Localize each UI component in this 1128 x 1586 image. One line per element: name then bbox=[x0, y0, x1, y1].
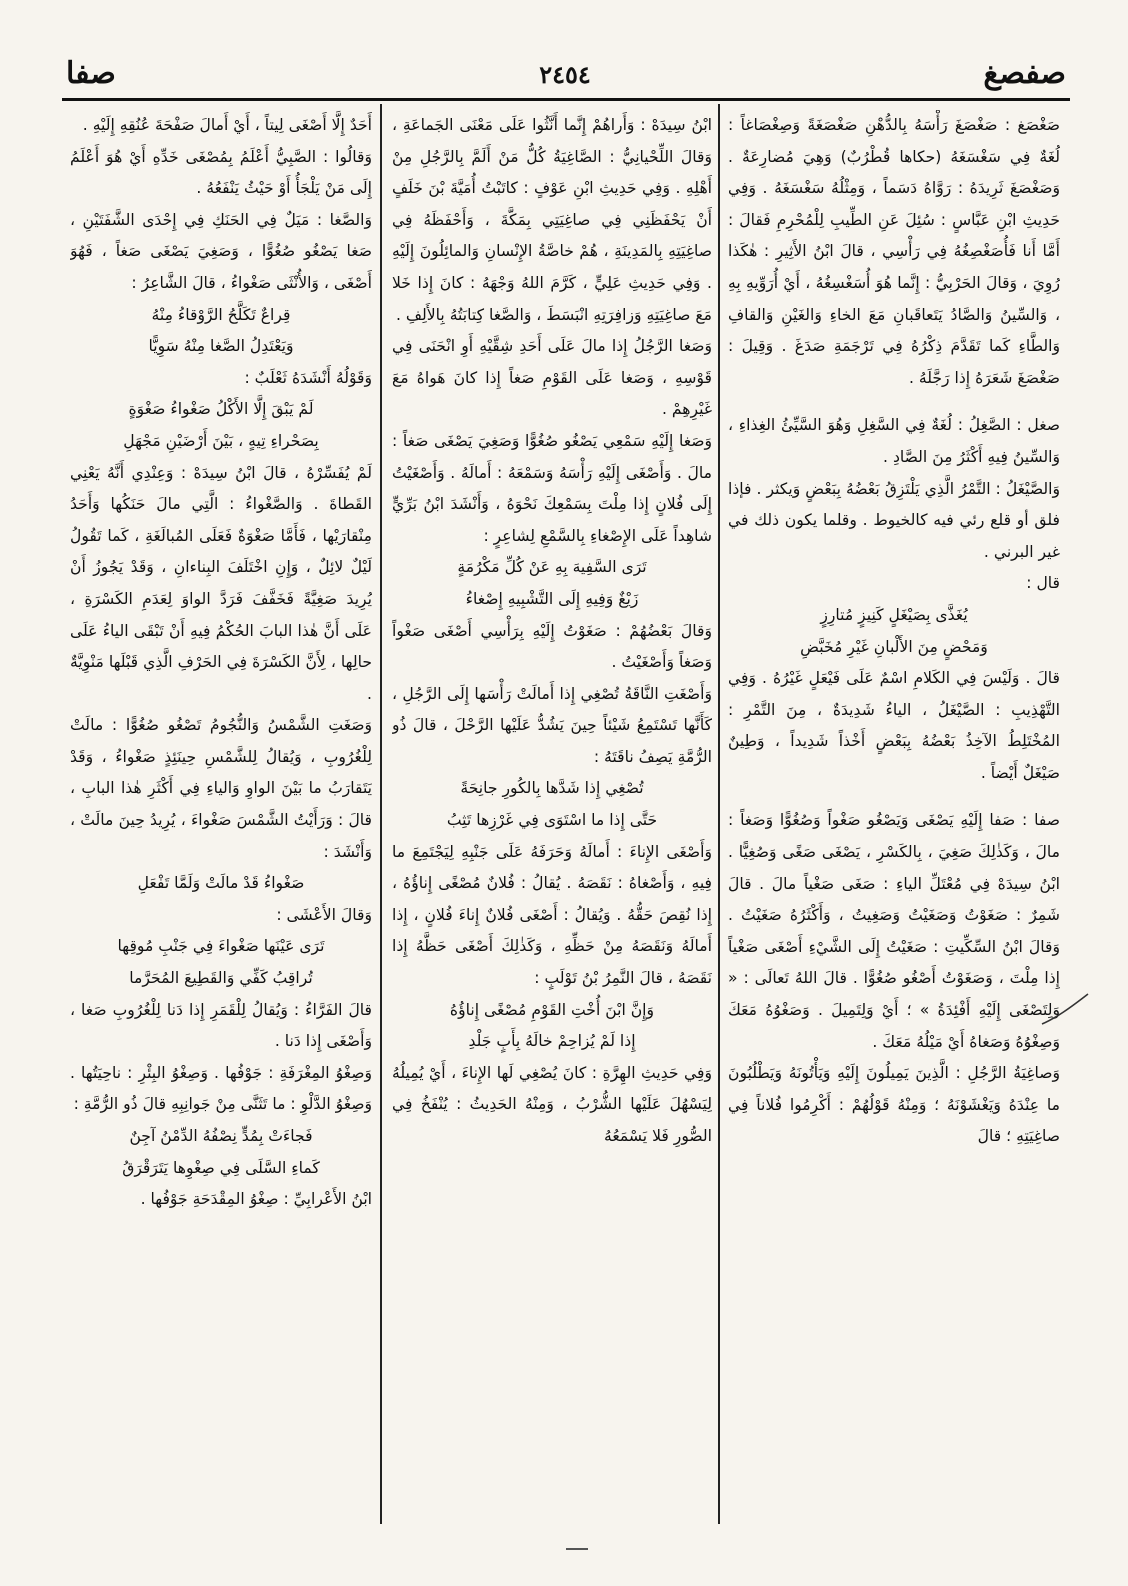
verse-line: تُراقِبُ كَفِّي وَالقَطِيعَ المُحَرَّما bbox=[129, 969, 313, 988]
verse-line: يُغَذَّى بِصَيْغَلٍ كَنِيزٍ مُتارِزٍ bbox=[820, 605, 968, 624]
page-number: ٢٤٥٤ bbox=[539, 60, 591, 89]
paragraph: لَمْ يُفَسِّرْهُ ، قالَ ابْنُ سِيدَهْ : وَعِنْدِي أَنَّهُ يَعْنِي القَطاةَ . وَالصَّغْواءُ : الَّتِي مالَ حَنَكُها وَأَحَدُ مِنْقارَيْها ، فَأَمَّا صَغْوَةٌ فَعَلَى المُبالَغَةِ ، كَما تَقُولُ لَيْلٌ لائِلٌ ، وَإِنِ اخْتَلَفَ البِناءانِ ، وَقَدْ يَجُوزُ أَنْ يُرِيدَ صَغِيَّةً فَخَفَّفَ فَرَدَّ الواوَ لِعَدَمِ الكَسْرَةِ ، عَلَى أَنَّ هٰذا البابَ الحُكْمُ فِيهِ أَنْ تَبْقَى الياءُ عَلَى حالِها ، لِأَنَّ الكَسْرَةَ فِي الحَرْفِ الَّذِي قَبْلَها مَنْوِيَّةٌ . bbox=[70, 463, 372, 703]
paragraph: وَصِغْوُ المِغْرَفَةِ : جَوْفُها . وَصِغْوُ البِئْرِ : ناحِيَتُها . وَصِغْوُ الدَّلْوِ : ما تَثَنَّى مِنْ جَوانِبِهِ قالَ ذُو الرُّمَّةِ : bbox=[70, 1063, 372, 1114]
entry-gap bbox=[728, 789, 1060, 805]
verse-line: لَمْ يَبْقَ إِلَّا الأَكْلُ صَغْواءُ صَغْوَةٍ bbox=[128, 400, 314, 419]
entry-gap bbox=[728, 394, 1060, 410]
verse-line: تَرَى السَّفِيهَ بِهِ عَنْ كُلِّ مَكْرُمَةٍ bbox=[457, 558, 647, 577]
verse-line: تَرَى عَيْنَها صَغْواءَ فِي جَنْبِ مُوقِها bbox=[117, 937, 325, 956]
verse-line: صَغْواءُ قَدْ مالَتْ وَلَمَّا تَفْعَلِ bbox=[137, 874, 305, 893]
verse-line: بِصَحْراءِ تِيهٍ ، بَيْنَ أَرْضَيْنِ مَجْهَلِ bbox=[123, 431, 319, 450]
paragraph: وَفِي حَدِيثِ الهِرَّةِ : كانَ يُصْغِي لَها الإِناءَ ، أَيْ يُمِيلُهُ لِيَسْهُلَ عَلَيْها الشُّرْبُ ، وَمِنْهُ الحَدِيثُ : يُنْفَخُ فِي الصُّورِ فَلا يَسْمَعُهُ bbox=[392, 1063, 712, 1145]
entry-paragraph: صَغْصَغ : صَغْصَغَ رَأْسَهُ بِالدُّهْنِ صَغْصَغَةً وَصِغْصَاغاً : لُغَةٌ فِي سَغْسَغَهُ (حكاها قُطْرُبٌ) وَهِيَ مُضارِعَةٌ . وَصَغْصَغَ ثَرِيدَهُ : رَوَّاهُ دَسَماً ، وَمِثْلُهُ سَغْسَغَهُ . وَفِي حَدِيثِ ابْنِ عَبَّاسٍ : سُئِلَ عَنِ الطِّيبِ لِلْمُحْرِمِ فَقالَ : أَمَّا أَنا فَأُصَغْصِغُهُ فِي رَأْسِي ، قالَ ابْنُ الأَثِيرِ : هٰكَذا رُوِيَ ، وَقالَ الحَرْبِيُّ : إِنَّما هُوَ أُسَغْسِغُهُ ، أَيْ أُرَوِّيهِ بِهِ ، وَالسِّينُ وَالصَّادُ يَتَعاقَبانِ مَعَ الخاءِ وَالغَيْنِ وَالقافِ وَالطَّاءِ كَما تَقَدَّمَ ذِكْرُهُ فِي تَرْجَمَةِ صَدَغَ . وَقِيلَ : صَغْصَغَ شَعَرَهُ إِذا رَجَّلَهُ . bbox=[728, 116, 1060, 387]
verse-line: وَإِنَّ ابْنَ أُخْتِ القَوْمِ مُصْغًى إِناؤُهُ bbox=[449, 1000, 655, 1019]
paragraph: وَقالَ الأَعْشَى : bbox=[276, 905, 372, 924]
header-left-word: صفا bbox=[66, 56, 116, 91]
paragraph: وَصَغَتِ الشَّمْسُ وَالنُّجُومُ تَصْغُو صُغُوًّا : مالَتْ لِلْغُرُوبِ ، وَيُقالُ لِلشَّمْسِ حِينَئِذٍ صَغْواءُ ، وَقَدْ يَتَقارَبُ ما بَيْنَ الواوِ وَالياءِ فِي أَكْثَرِ هٰذا البابِ ، قالَ : وَرَأَيْتُ الشَّمْسَ صَغْواءَ ، يُرِيدُ حِينَ مالَتْ ، وَأَنْشَدَ : bbox=[70, 716, 372, 861]
paragraph: وَأَصْغَى الإِناءَ : أَمالَهُ وَحَرَفَهُ عَلَى جَنْبِهِ لِيَجْتَمِعَ ما فِيهِ ، وَأَصْغاهُ : نَقَصَهُ . يُقالُ : فُلانٌ مُصْغًى إِناؤُهُ ، إِذا نُقِصَ حَقُّهُ . وَيُقالُ : أَصْغَى فُلانٌ إِناءَ فُلانٍ ، إِذا أَمالَهُ وَنَقَصَهُ مِنْ حَظِّهِ ، وَكَذٰلِكَ أَصْغَى حَظَّهُ إِذا نَقَصَهُ ، قالَ النَّمِرُ بْنُ تَوْلَبٍ : bbox=[392, 842, 712, 988]
verse-line: تُصْغِي إِذا شَدَّها بِالكُورِ جانِحَةً bbox=[460, 779, 644, 798]
paragraph: وَالصَّيْغَلُ : التَّمْرُ الَّذِي يَلْتَزِقُ بَعْضُهُ بِبَعْضٍ وَيكثر . فإذا فلق أو قلع رئي فيه كالخيوط . وقلما يكون ذلك في غير البرني . bbox=[728, 479, 1060, 561]
paragraph: وَصاغِيَةُ الرَّجُلِ : الَّذِينَ يَمِيلُونَ إِلَيْهِ وَيَأْتُونَهُ وَيَطْلُبُونَ ما عِنْدَهُ وَيَغْشَوْنَهُ ؛ وَمِنْهُ قَوْلُهُمْ : أَكْرِمُوا فُلاناً فِي صاغِيَتِهِ ؛ قالَ bbox=[728, 1064, 1060, 1146]
verse-line: قِراعٌ تَكَلَّحُ الرَّوْقاءُ مِنْهُ bbox=[151, 305, 291, 324]
column-left bbox=[70, 110, 372, 1530]
entry-paragraph: صغل : الصَّغِلُ : لُغَةٌ فِي السَّغِلِ وَهُوَ السَّيِّئُ الغِذاءِ ، وَالسِّينُ فِيهِ أَكْثَرُ مِنَ الصَّادِ . bbox=[728, 416, 1060, 466]
verse-line: فَجاءَتْ بِمُدٍّ نِصْفُهُ الدِّمْنُ آجِنٌ bbox=[129, 1127, 313, 1145]
paragraph: قال : bbox=[1026, 574, 1060, 593]
paragraph: وَأَصْغَتِ النَّاقَةُ تُصْغِي إِذا أَمالَتْ رَأْسَها إِلَى الرَّجُلِ ، كَأَنَّها تَسْتَمِعُ شَيْئاً حِينَ يَشُدُّ عَلَيْها الرَّحْلَ ، قالَ ذُو الرُّمَّةِ يَصِفُ ناقَتَهُ : bbox=[392, 684, 712, 766]
page-header bbox=[58, 52, 1072, 100]
entry-paragraph: صفا : صَفا إِلَيْهِ يَصْغَى وَيَصْغُو صَغْواً وَصُغُوًّا وَصَغاً : مالَ ، وَكَذٰلِكَ صَغِيَ ، بِالكَسْرِ ، يَصْغَى صَغًى وَصُغِيًّا . ابْنُ سِيدَهْ فِي مُعْتَلِّ الياءِ : صَغَى صَغْياً مالَ . قالَ شَمِرٌ : صَغَوْتُ وَصَغَيْتُ وَصَغِيتُ ، وَأَكْثَرُهُ صَغَيْتُ . وَقالَ ابْنُ السِّكِّيتِ : صَغَيْتُ إِلَى الشَّيْءِ أَصْغَى صَغْياً إِذا مِلْتَ ، وَصَغَوْتُ أَصْغُو صُغُوًّا . قالَ اللهُ تَعالَى : « وَلِتَصْغَى إِلَيْهِ أَفْئِدَةُ » ؛ أَيْ وَلِتَمِيلَ . وَصَغْوُهُ مَعَكَ وَصِغْوُهُ وَصَغاهُ أَيْ مَيْلُهُ مَعَكَ . bbox=[728, 811, 1060, 1051]
header-right-word: صفصغ bbox=[983, 56, 1066, 91]
header-rule bbox=[62, 98, 1070, 101]
column-divider bbox=[380, 104, 382, 1524]
column-right bbox=[728, 110, 1060, 1530]
verse-line: وَمَحْضٍ مِنَ الأَلْبانِ غَيْرِ مُخَبَّضِ bbox=[800, 637, 988, 656]
verse-line: حَتَّى إِذا ما اسْتَوَى فِي غَرْزِها تَثِبُ bbox=[446, 811, 658, 830]
verse-line: وَيَعْتَدِلُ الصَّغا مِنْهُ سَوِيًّا bbox=[148, 337, 294, 356]
verse-line: زَيْغٌ وَفِيهِ إِلَى التَّشْبِيهِ إِصْغاءُ bbox=[465, 589, 639, 608]
paragraph: وَصَغا إِلَيْهِ سَمْعِي يَصْغُو صُغُوًّا وَصَغِيَ يَصْغَى صَغاً : مالَ . وَأَصْغَى إِلَيْهِ رَأْسَهُ وَسَمْعَهُ : أَمالَهُ . وَأَصْغَيْتُ إِلَى فُلانٍ إِذا مِلْتَ بِسَمْعِكَ نَحْوَهُ ، وَأَنْشَدَ ابْنُ بَرِّيٍّ شاهِداً عَلَى الإِصْغاءِ بِالسَّمْعِ لِشاعِرٍ : bbox=[392, 431, 712, 545]
margin-pen-mark bbox=[1040, 990, 1090, 1030]
paragraph: وَقالَ بَعْضُهُمْ : صَغَوْتُ إِلَيْهِ بِرَأْسِي أَصْغَى صَغْواً وَصَغاً وَأَصْغَيْتُ . bbox=[392, 621, 712, 672]
verse-line: إِذا لَمْ يُزاحِمْ خالَهُ بِأَبٍ جَلْدِ bbox=[468, 1032, 636, 1051]
paragraph: ابْنُ سِيدَهْ : وَأَراهُمْ إِنَّما أَنَّثُوا عَلَى مَعْنَى الجَماعَةِ ، وَقالَ اللِّحْيانِيُّ : الصَّاغِيَةُ كُلُّ مَنْ أَلَمَّ بِالرَّجُلِ مِنْ أَهْلِهِ . وَفِي حَدِيثِ ابْنِ عَوْفٍ : كاتَبْتُ أُمَيَّةَ بْنَ خَلَفٍ أَنْ يَحْفَظَنِي فِي صاغِيَتِي بِمَكَّةَ ، وَأَحْفَظَهُ فِي صاغِيَتِهِ بِالمَدِينَةِ ، هُمْ خاصَّةُ الإِنْسانِ وَالمائِلُونَ إِلَيْهِ . وَفِي حَدِيثِ عَلِيٍّ ، كَرَّمَ اللهُ وَجْهَهُ : كانَ إِذا خَلا مَعَ صاغِيَتِهِ وَزافِرَتِهِ انْبَسَطَ ، وَالصَّغا كِتابَتُهُ بِالأَلِفِ . bbox=[392, 116, 712, 324]
paragraph: قالَ الفَرَّاءُ : وَيُقالُ لِلْقَمَرِ إِذا دَنا لِلْغُرُوبِ صَغا ، وَأَصْغَى إِذا دَنا . bbox=[70, 1000, 372, 1051]
column-divider bbox=[718, 104, 720, 1524]
paragraph: أَحَدٌ إِلَّا أَصْغَى لِيتاً ، أَيْ أَمالَ صَفْحَةَ عُنُقِهِ إِلَيْهِ . bbox=[82, 116, 372, 134]
paragraph: ابْنُ الأَعْرابِيِّ : صِغْوُ المِقْدَحَةِ جَوْفُها . bbox=[140, 1190, 372, 1209]
paragraph: وَالصَّغا : مَيَلٌ فِي الحَنَكِ فِي إِحْدَى الشَّفَتَيْنِ ، صَغا يَصْغُو صُغُوًّا ، وَصَغِيَ يَصْغَى صَغاً ، فَهُوَ أَصْغَى ، وَالأُنْثَى صَغْواءُ ، قالَ الشَّاعِرُ : bbox=[70, 210, 372, 292]
paragraph: قالَ . وَلَيْسَ فِي الكَلامِ اسْمٌ عَلَى فَيْعَلٍ غَيْرُهُ . وَفِي التَّهْذِيبِ : الصَّيْغَلُ ، الياءُ شَدِيدَةٌ ، مِنَ التَّمْرِ : المُخْتَلِطُ الآخِذُ بَعْضُهُ بِبَعْضٍ أَخْذاً شَدِيداً ، وَطِينٌ صَيْغَلٌ أَيْضاً . bbox=[728, 669, 1060, 782]
footer-mark bbox=[566, 1548, 588, 1550]
verse-line: كَماءِ السَّلَى فِي صِغْوِها يَتَرَقْرَقُ bbox=[122, 1158, 320, 1177]
paragraph: وَقالُوا : الصَّبِيُّ أَعْلَمُ بِمُصْغَى خَدِّهِ أَيْ هُوَ أَعْلَمُ إِلَى مَنْ يَلْجَأُ أَوْ حَيْثُ يَنْفَعُهُ . bbox=[70, 147, 372, 198]
paragraph: وَصَغا الرَّجُلُ إِذا مالَ عَلَى أَحَدِ شِقَّيْهِ أَوِ انْحَنَى فِي قَوْسِهِ ، وَصَغا عَلَى القَوْمِ صَغاً إِذا كانَ هَواهُ مَعَ غَيْرِهِمْ . bbox=[392, 337, 712, 419]
column-middle bbox=[392, 110, 712, 1530]
paragraph: وَقَوْلُهُ أَنْشَدَهُ ثَعْلَبٌ : bbox=[244, 368, 372, 387]
